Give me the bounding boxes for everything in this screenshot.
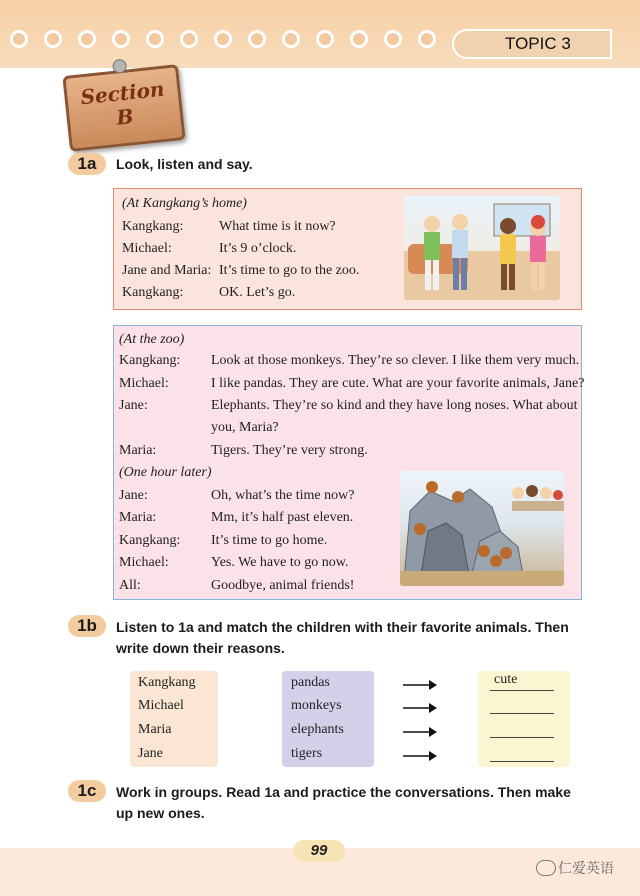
speaker: Michael: [122, 241, 172, 256]
answer-blank[interactable] [490, 761, 554, 762]
dialog-line: Look at those monkeys. They’re so clever. I like them very much. [211, 353, 580, 368]
wechat-icon [536, 860, 556, 876]
speaker: Michael: [119, 555, 169, 570]
speaker: Michael: [119, 376, 169, 391]
watermark-text: 仁爱英语 [558, 861, 614, 877]
section-letter: B [115, 104, 135, 130]
speaker: Jane and Maria: [122, 263, 212, 278]
dialog-line: Elephants. They’re so kind and they have long noses. What about [211, 398, 578, 413]
scene-label: (At Kangkang’s home) [122, 196, 247, 211]
exercise-1c-instruction-line2: up new ones. [116, 805, 205, 821]
topic-label: TOPIC 3 [505, 34, 571, 53]
nail-icon [112, 59, 127, 74]
dialog-line: Tigers. They’re very strong. [211, 443, 368, 458]
dialog-line: Mm, it’s half past eleven. [211, 510, 354, 525]
child-name: Jane [138, 746, 163, 761]
exercise-badge-1a: 1a [68, 153, 106, 175]
dialog-line: It’s time to go home. [211, 533, 328, 548]
exercise-1a-instruction: Look, listen and say. [116, 156, 253, 172]
arrow-right-icon [403, 750, 437, 762]
dialog-line: Yes. We have to go now. [211, 555, 349, 570]
dialog-line: OK. Let’s go. [219, 285, 296, 300]
exercise-1b-instruction-line2: write down their reasons. [116, 640, 285, 656]
dialog-line: What time is it now? [219, 219, 336, 234]
speaker: All: [119, 578, 141, 593]
animal-name: monkeys [291, 698, 342, 713]
animal-name: elephants [291, 722, 344, 737]
dialog-line: Oh, what’s the time now? [211, 488, 355, 503]
reasons-column [478, 671, 570, 767]
speaker: Maria: [119, 510, 157, 525]
arrow-right-icon [403, 726, 437, 738]
reason-answer: cute [494, 672, 518, 687]
arrow-right-icon [403, 702, 437, 714]
scene-label: (At the zoo) [119, 332, 185, 347]
speaker: Maria: [119, 443, 157, 458]
child-name: Michael [138, 698, 184, 713]
exercise-badge-1b: 1b [68, 615, 106, 637]
dialog-line: I like pandas. They are cute. What are your favorite animals, Jane? [211, 376, 585, 391]
children-at-home-illustration [404, 196, 560, 300]
child-name: Kangkang [138, 675, 196, 690]
decorative-circles [0, 30, 460, 54]
answer-blank[interactable] [490, 737, 554, 738]
speaker: Kangkang: [119, 533, 181, 548]
dialog-line: Goodbye, animal friends! [211, 578, 355, 593]
dialog-line: It’s time to go to the zoo. [219, 263, 360, 278]
scene-label: (One hour later) [119, 465, 212, 480]
exercise-1b-instruction-line1: Listen to 1a and match the children with their favorite animals. Then [116, 619, 569, 635]
exercise-1c-instruction-line1: Work in groups. Read 1a and practice the conversations. Then make [116, 784, 571, 800]
dialog-line: It’s 9 o’clock. [219, 241, 297, 256]
monkeys-at-zoo-illustration [400, 471, 564, 586]
section-word: Section [79, 76, 166, 110]
page-number: 99 [293, 840, 345, 862]
speaker: Kangkang: [119, 353, 181, 368]
animal-name: tigers [291, 746, 323, 761]
dialog-line: you, Maria? [211, 420, 279, 435]
section-sign [62, 64, 185, 152]
animal-name: pandas [291, 675, 330, 690]
speaker: Kangkang: [122, 285, 184, 300]
exercise-badge-1c: 1c [68, 780, 106, 802]
speaker: Jane: [119, 398, 148, 413]
speaker: Kangkang: [122, 219, 184, 234]
speaker: Jane: [119, 488, 148, 503]
answer-blank[interactable] [490, 690, 554, 691]
child-name: Maria [138, 722, 172, 737]
arrow-right-icon [403, 679, 437, 691]
answer-blank[interactable] [490, 713, 554, 714]
